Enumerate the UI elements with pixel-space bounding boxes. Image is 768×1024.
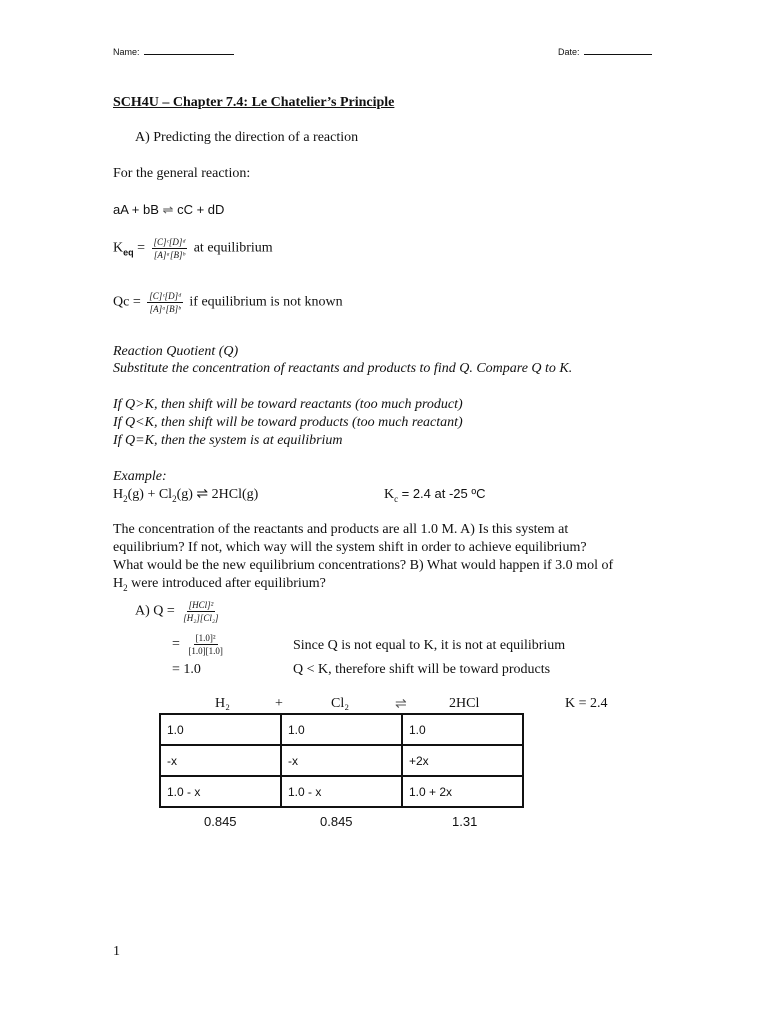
ice-cell: 1.0 xyxy=(402,714,523,745)
ice-cell: 1.0 xyxy=(160,714,281,745)
ice-header-h2: H₂ xyxy=(215,696,230,711)
general-reaction xyxy=(113,202,224,218)
rule-q-greater-k: If Q>K, then shift will be toward reactants (too much product) xyxy=(113,397,463,412)
ice-header-plus: + xyxy=(275,696,283,711)
ice-result-h2: 0.845 xyxy=(204,814,237,829)
example-k-value xyxy=(384,486,486,503)
ice-header-arrow: ⇌ xyxy=(395,697,407,712)
table-row xyxy=(160,776,523,807)
ice-cell: -x xyxy=(160,745,281,776)
example-label: Example: xyxy=(113,469,167,484)
ice-table xyxy=(159,713,524,808)
k-number: = 2.4 at -25 ºC xyxy=(401,486,486,501)
name-label: Name: xyxy=(113,47,140,57)
keq-numerator: [C]ᶜ[D]ᵈ xyxy=(153,237,186,247)
substitution-numerator: [1.0]² xyxy=(195,633,216,643)
problem-line-3: What would be the new equilibrium concentrations? B) What would happen if 3.0 mol of xyxy=(113,558,614,573)
solution-a-label: A) Q = xyxy=(135,603,175,619)
table-row xyxy=(160,714,523,745)
example-equation xyxy=(113,486,258,503)
reaction-quotient-text: Substitute the concentration of reactants and products to find Q. Compare Q to K. xyxy=(113,361,573,376)
q-numerator: [HCl]² xyxy=(188,600,214,610)
name-field xyxy=(113,47,234,57)
solution-q-expression xyxy=(135,600,224,623)
eq-cl-sub: 2 xyxy=(172,493,177,504)
ice-cell: -x xyxy=(281,745,402,776)
equilibrium-arrow: ⇌ xyxy=(162,202,174,217)
qc-note: if equilibrium is not known xyxy=(189,294,343,310)
keq-subscript: eq xyxy=(123,247,134,258)
eq-h: H xyxy=(113,487,124,502)
k-symbol: K xyxy=(384,487,395,502)
solution-result: = 1.0 xyxy=(172,662,201,677)
eq-h-sub: 2 xyxy=(123,493,128,504)
date-blank xyxy=(584,53,652,55)
solution-note-1: Since Q is not equal to K, it is not at equilibrium xyxy=(293,638,566,653)
table-row xyxy=(160,745,523,776)
problem-h: H xyxy=(113,576,124,591)
keq-note: at equilibrium xyxy=(193,240,273,256)
general-reaction-intro: For the general reaction: xyxy=(113,166,251,181)
keq-symbol: K xyxy=(113,240,124,256)
problem-line-4-text: were introduced after equilibrium? xyxy=(127,576,326,591)
keq-expression xyxy=(113,237,273,260)
name-blank xyxy=(144,53,234,55)
section-a-heading: A) Predicting the direction of a reaction xyxy=(135,130,359,145)
qc-denominator: [A]ᵃ[B]ᵇ xyxy=(149,304,181,314)
keq-fraction xyxy=(152,237,188,260)
ice-result-cl2: 0.845 xyxy=(320,814,353,829)
reaction-quotient-heading: Reaction Quotient (Q) xyxy=(113,344,239,359)
qc-equals: = xyxy=(132,294,141,310)
reactants: aA + bB xyxy=(113,202,159,217)
solution-equals: = xyxy=(172,636,180,652)
q-denominator: [H₂][Cl₂] xyxy=(183,613,219,623)
ice-header-cl2: Cl₂ xyxy=(331,696,350,711)
solution-substitution xyxy=(172,633,228,656)
problem-line-2: equilibrium? If not, which way will the system shift in order to achieve equilibrium? xyxy=(113,540,587,555)
q-fraction xyxy=(181,600,220,623)
date-field xyxy=(558,47,652,57)
keq-equals: = xyxy=(137,240,146,256)
solution-note-2: Q < K, therefore shift will be toward products xyxy=(293,662,551,677)
rule-q-less-k: If Q<K, then shift will be toward products (too much reactant) xyxy=(113,415,463,430)
qc-expression xyxy=(113,291,343,314)
products: cC + dD xyxy=(177,202,225,217)
k-subscript: c xyxy=(394,493,399,504)
rule-q-equals-k: If Q=K, then the system is at equilibrium xyxy=(113,433,343,448)
page-title: SCH4U – Chapter 7.4: Le Chatelier’s Principle xyxy=(113,95,395,110)
problem-h-sub: 2 xyxy=(123,582,128,593)
qc-symbol: Qc xyxy=(113,294,130,310)
page-number: 1 xyxy=(113,944,120,959)
ice-cell: 1.0 xyxy=(281,714,402,745)
problem-line-1: The concentration of the reactants and products are all 1.0 M. A) Is this system at xyxy=(113,522,569,537)
eq-end: (g) ⇌ 2HCl(g) xyxy=(176,487,259,502)
ice-cell: +2x xyxy=(402,745,523,776)
substitution-denominator: [1.0][1.0] xyxy=(188,646,223,656)
ice-cell: 1.0 - x xyxy=(160,776,281,807)
qc-numerator: [C]ᶜ[D]ᵈ xyxy=(149,291,181,301)
problem-line-4 xyxy=(113,576,326,592)
eq-mid: (g) + Cl xyxy=(127,487,173,502)
qc-fraction xyxy=(147,291,183,314)
ice-cell: 1.0 + 2x xyxy=(402,776,523,807)
ice-cell: 1.0 - x xyxy=(281,776,402,807)
keq-denominator: [A]ᵃ[B]ᵇ xyxy=(153,250,185,260)
substitution-fraction xyxy=(186,633,225,656)
date-label: Date: xyxy=(558,47,580,57)
ice-result-hcl: 1.31 xyxy=(452,814,478,829)
ice-k-label: K = 2.4 xyxy=(565,696,608,711)
ice-header-hcl: 2HCl xyxy=(449,696,480,711)
